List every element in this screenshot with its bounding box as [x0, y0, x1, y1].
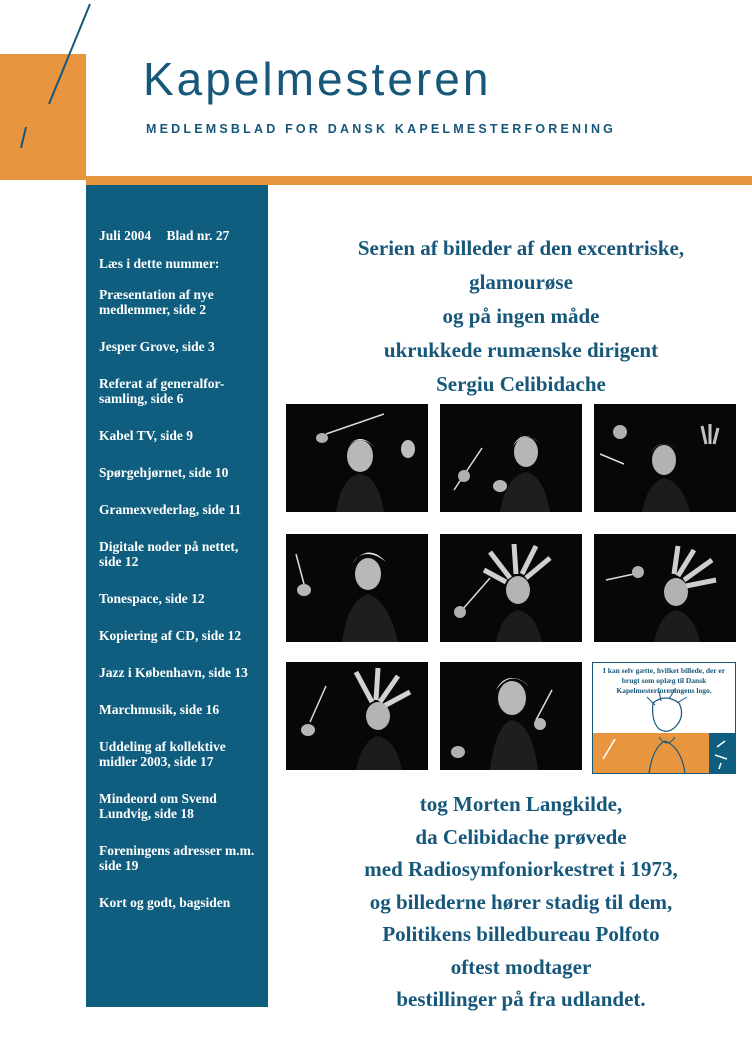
photo-caption	[290, 788, 752, 1016]
conductor-photo	[594, 404, 736, 512]
toc-item[interactable]: Foreningens adresser m.m. side 19	[99, 843, 255, 873]
issue-info	[99, 228, 264, 243]
conductor-photo	[286, 662, 428, 770]
issue-number: Blad nr. 27	[166, 228, 230, 243]
caption-line: tog Morten Langkilde,	[419, 792, 623, 816]
headline-line: og på ingen måde	[442, 304, 600, 328]
toc-item[interactable]: Jazz i København, side 13	[99, 665, 248, 680]
toc-item[interactable]: Præsentation af nye medlemmer, side 2	[99, 287, 214, 317]
masthead-title: Kapelmesteren	[143, 53, 492, 105]
toc-item[interactable]: Marchmusik, side 16	[99, 702, 220, 717]
headline-line: glamourøse	[469, 270, 573, 294]
toc-item[interactable]: Referat af generalfor-samling, side 6	[99, 376, 225, 406]
conductor-photo	[440, 662, 582, 770]
issue-date: Juli 2004	[99, 228, 152, 243]
header-orange-rule	[86, 176, 752, 185]
logo-note-text: I kan selv gætte, hvilket billede, der er brugt som oplæg til Dansk Kapelmesterforeningens logo.	[602, 666, 726, 695]
conductor-photo	[286, 404, 428, 512]
conductor-photo	[440, 534, 582, 642]
headline-line: ukrukkede rumænske dirigent	[383, 338, 659, 362]
conductor-photo	[286, 534, 428, 642]
conductor-photo	[594, 534, 736, 642]
logo-note-box	[592, 662, 736, 774]
caption-line: med Radiosymfoniorkestret i 1973,	[364, 857, 678, 881]
toc-item[interactable]: Digitale noder på nettet, side 12	[99, 539, 239, 569]
toc-item[interactable]: Spørgehjørnet, side 10	[99, 465, 229, 480]
headline-line: Serien af billeder af den excentriske,	[357, 236, 685, 260]
toc-item[interactable]: Kopiering af CD, side 12	[99, 628, 242, 643]
toc-item[interactable]: Kabel TV, side 9	[99, 428, 194, 443]
caption-line: Politikens billedbureau Polfoto	[382, 922, 660, 946]
caption-line: da Celibidache prøvede	[415, 824, 627, 849]
toc-item[interactable]: Tonespace, side 12	[99, 591, 205, 606]
toc-item[interactable]: Mindeord om Svend Lundvig, side 18	[99, 791, 217, 821]
toc-list	[99, 287, 264, 910]
headline	[290, 231, 752, 401]
conductor-photo	[440, 404, 582, 512]
toc-item[interactable]: Gramexvederlag, side 11	[99, 502, 242, 517]
toc-heading: Læs i dette nummer:	[99, 256, 220, 271]
table-of-contents-sidebar	[86, 185, 268, 1007]
caption-line: oftest modtager	[450, 954, 592, 979]
caption-line: og billederne hører stadig til dem,	[369, 889, 673, 914]
caption-line: bestillinger på fra udlandet.	[396, 987, 646, 1011]
toc-item[interactable]: Kort og godt, bagsiden	[99, 895, 231, 910]
slash-decoration	[0, 0, 100, 160]
masthead-subtitle: MEDLEMSBLAD FOR DANSK KAPELMESTERFORENING	[146, 122, 617, 136]
toc-item[interactable]: Jesper Grove, side 3	[99, 339, 215, 354]
headline-line: Sergiu Celibidache	[436, 372, 606, 396]
toc-item[interactable]: Uddeling af kollektive midler 2003, side 17	[99, 739, 226, 769]
